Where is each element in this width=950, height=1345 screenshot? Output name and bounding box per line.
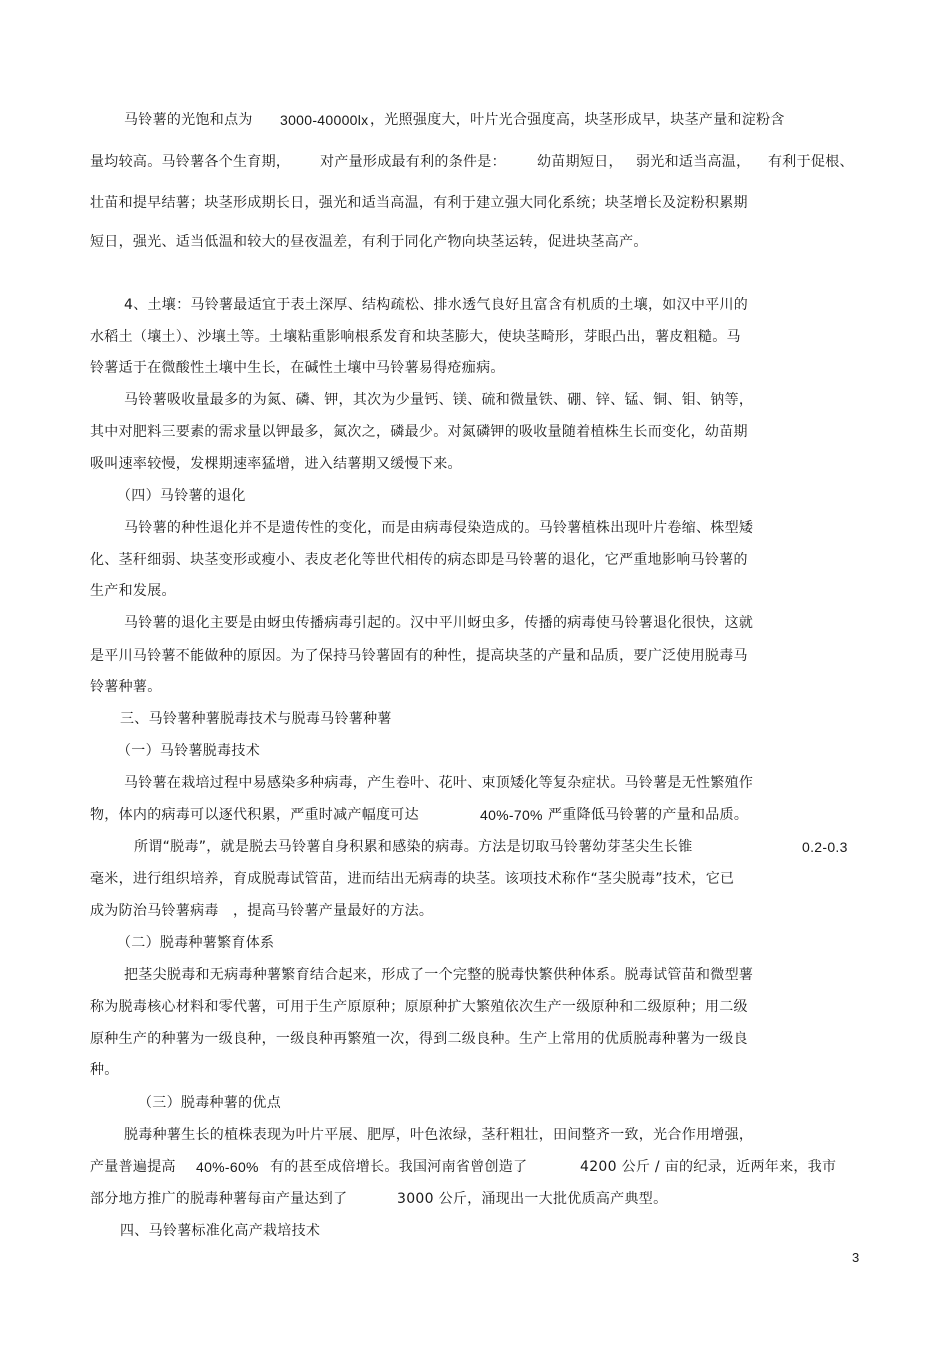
text-line: 水稻土（壤土）、沙壤土等。土壤粘重影响根系发育和块茎膨大，使块茎畸形，芽眼凸出，薯皮粗糙。马 (90, 329, 741, 345)
text-line: 0.2-0.3 (802, 839, 848, 855)
text-line: 马铃薯吸收量最多的为氮、磷、钾，其次为少量钙、镁、硫和微量铁、硼、锌、锰、铜、钼、钠等， (124, 392, 754, 408)
text-line: 部分地方推广的脱毒种薯每亩产量达到了 (90, 1191, 348, 1207)
text-line: 吸叫速率较慢，发棵期速率猛增，进入结薯期又缓慢下来。 (90, 456, 462, 472)
text-line: 严重降低马铃薯的产量和品质。 (548, 807, 749, 823)
text-line: 量均较高。马铃薯各个生育期， (90, 154, 291, 170)
section-heading: （四）马铃薯的退化 (117, 488, 246, 504)
text-line: ，提高马铃薯产量最好的方法。 (233, 903, 434, 919)
text-line: 4、土壤：马铃薯最适宜于表土深厚、结构疏松、排水透气良好且富含有机质的土壤，如汉中平川的 (124, 297, 749, 313)
text-line: 成为防治马铃薯病毒 (90, 903, 219, 919)
text-line: 3000 公斤，涌现出一大批优质高产典型。 (397, 1191, 668, 1207)
text-line: 物，体内的病毒可以逐代积累，严重时减产幅度可达 (90, 807, 419, 823)
text-line: 生产和发展。 (90, 583, 176, 599)
subsection-heading: （二）脱毒种薯繁育体系 (117, 935, 275, 951)
text-line: 3000-40000lx (280, 112, 369, 128)
text-line: 把茎尖脱毒和无病毒种薯繁育结合起来，形成了一个完整的脱毒快繁供种体系。脱毒试管苗和微型薯 (124, 967, 754, 983)
text-line: 40%-60% (196, 1159, 259, 1175)
text-line: 化、茎秆细弱、块茎变形或瘦小、表皮老化等世代相传的病态即是马铃薯的退化，它严重地影响马铃薯的 (90, 552, 748, 568)
text-line: 弱光和适当高温， (636, 154, 751, 170)
text-line: 种。 (90, 1062, 119, 1078)
text-line: 铃薯适于在微酸性土壤中生长，在碱性土壤中马铃薯易得疮痂病。 (90, 360, 505, 376)
section-heading: 三、马铃薯种薯脱毒技术与脱毒马铃薯种薯 (120, 711, 392, 727)
text-line: 铃薯种薯。 (90, 679, 162, 695)
text-line: 对产量形成最有利的条件是： (320, 154, 506, 170)
text-line: 原种生产的种薯为一级良种，一级良种再繁殖一次，得到二级良种。生产上常用的优质脱毒种薯为一级良 (90, 1031, 748, 1047)
text-line: 有利于促根、 (768, 154, 854, 170)
text-line: 幼苗期短日， (537, 154, 623, 170)
text-line: 所谓“脱毒”，就是脱去马铃薯自身积累和感染的病毒。方法是切取马铃薯幼芽茎尖生长锥 (134, 839, 693, 855)
text-line: 马铃薯的光饱和点为 (124, 112, 253, 128)
text-line: 马铃薯的退化主要是由蚜虫传播病毒引起的。汉中平川蚜虫多，传播的病毒使马铃薯退化很快，这就 (124, 615, 754, 631)
section-heading: 四、马铃薯标准化高产栽培技术 (120, 1223, 321, 1239)
text-line: 40%-70% (480, 807, 543, 823)
text-line: 马铃薯在栽培过程中易感染多种病毒，产生卷叶、花叶、束顶矮化等复杂症状。马铃薯是无性繁殖作 (124, 775, 754, 791)
text-line: 其中对肥料三要素的需求量以钾最多，氮次之，磷最少。对氮磷钾的吸收量随着植株生长而变化，幼苗期 (90, 424, 748, 440)
text-line: 脱毒种薯生长的植株表现为叶片平展、肥厚，叶色浓绿，茎秆粗壮，田间整齐一致，光合作用增强， (124, 1127, 754, 1143)
subsection-heading: （一）马铃薯脱毒技术 (117, 743, 260, 759)
text-line: 称为脱毒核心材料和零代薯，可用于生产原原种；原原种扩大繁殖依次生产一级原种和二级原种；用二级 (90, 999, 748, 1015)
text-line: 产量普遍提高 (90, 1159, 176, 1175)
text-line: 短日，强光、适当低温和较大的昼夜温差，有利于同化产物向块茎运转，促进块茎高产。 (90, 234, 648, 250)
text-line: 是平川马铃薯不能做种的原因。为了保持马铃薯固有的种性，提高块茎的产量和品质，要广泛使用脱毒马 (90, 648, 748, 664)
text-line: 马铃薯的种性退化并不是遗传性的变化，而是由病毒侵染造成的。马铃薯植株出现叶片卷缩、株型矮 (124, 520, 754, 536)
text-line: 4200 公斤 / 亩的纪录，近两年来，我市 (580, 1159, 837, 1175)
text-line: ，光照强度大，叶片光合强度高，块茎形成早，块茎产量和淀粉含 (370, 112, 785, 128)
page-number: 3 (852, 1250, 860, 1265)
text-line: 毫米，进行组织培养，育成脱毒试管苗，进而结出无病毒的块茎。该项技术称作“茎尖脱毒”技术，它已 (90, 871, 735, 887)
subsection-heading: （三）脱毒种薯的优点 (138, 1095, 281, 1111)
text-line: 有的甚至成倍增长。我国河南省曾创造了 (270, 1159, 528, 1175)
text-line: 壮苗和提早结薯；块茎形成期长日，强光和适当高温，有利于建立强大同化系统；块茎增长及淀粉积累期 (90, 195, 748, 211)
